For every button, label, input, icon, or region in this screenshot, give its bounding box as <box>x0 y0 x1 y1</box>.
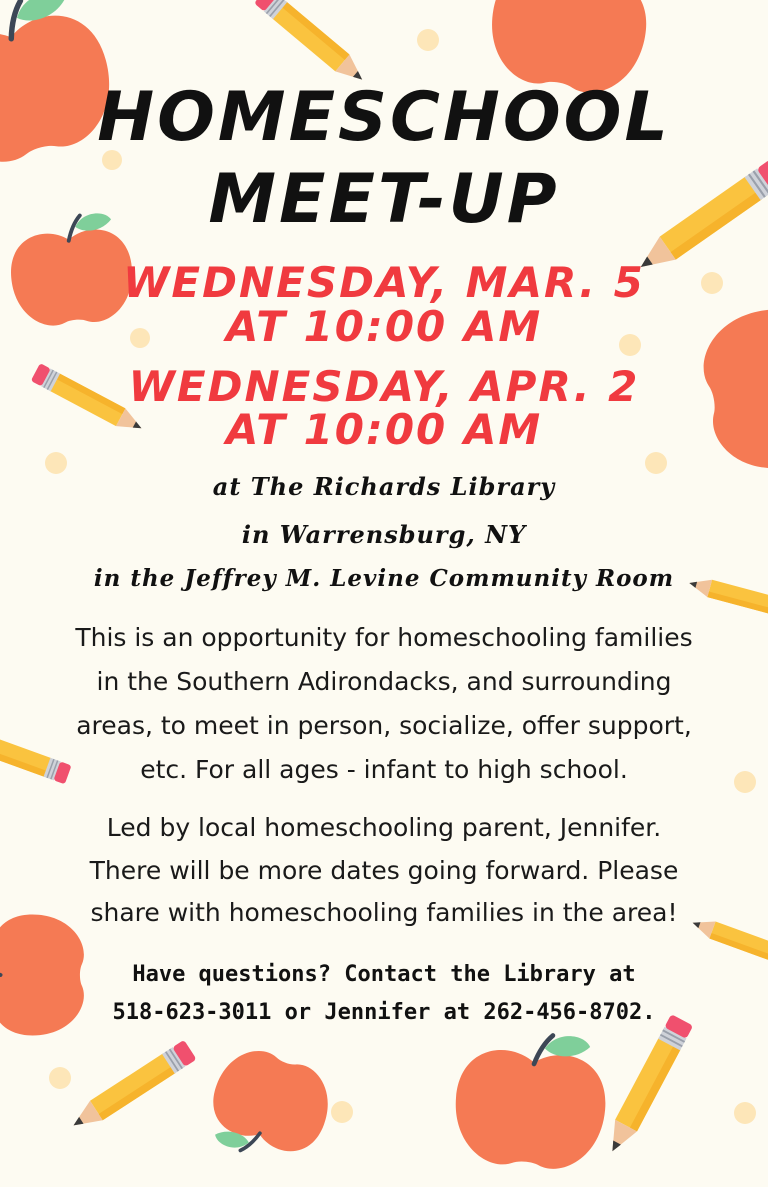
description-line: etc. For all ages - infant to high school. <box>140 755 628 784</box>
leader-line: There will be more dates going forward. Please <box>89 856 679 885</box>
contact-phones: 518-623-3011 or Jennifer at 262-456-8702. <box>112 1000 656 1025</box>
description-line: in the Southern Adirondacks, and surrounding <box>96 667 672 696</box>
description-line: areas, to meet in person, socialize, offer support, <box>76 711 692 740</box>
title-line-2: MEET-UP <box>208 160 560 239</box>
date-1-time: AT 10:00 AM <box>225 302 543 351</box>
date-1-day: WEDNESDAY, MAR. 5 <box>123 258 645 307</box>
date-2-day: WEDNESDAY, APR. 2 <box>128 362 640 411</box>
leader-line: share with homeschooling families in the area! <box>90 898 678 927</box>
contact-line: Have questions? Contact the Library at <box>132 962 636 987</box>
date-2-time: AT 10:00 AM <box>225 405 543 454</box>
title-line-1: HOMESCHOOL <box>97 78 671 157</box>
venue-library: at The Richards Library <box>212 472 556 501</box>
description-line: This is an opportunity for homeschooling families <box>75 623 693 652</box>
venue-room: in the Jeffrey M. Levine Community Room <box>93 565 675 592</box>
venue-town: in Warrensburg, NY <box>241 520 527 549</box>
leader-line: Led by local homeschooling parent, Jennifer. <box>106 813 662 842</box>
